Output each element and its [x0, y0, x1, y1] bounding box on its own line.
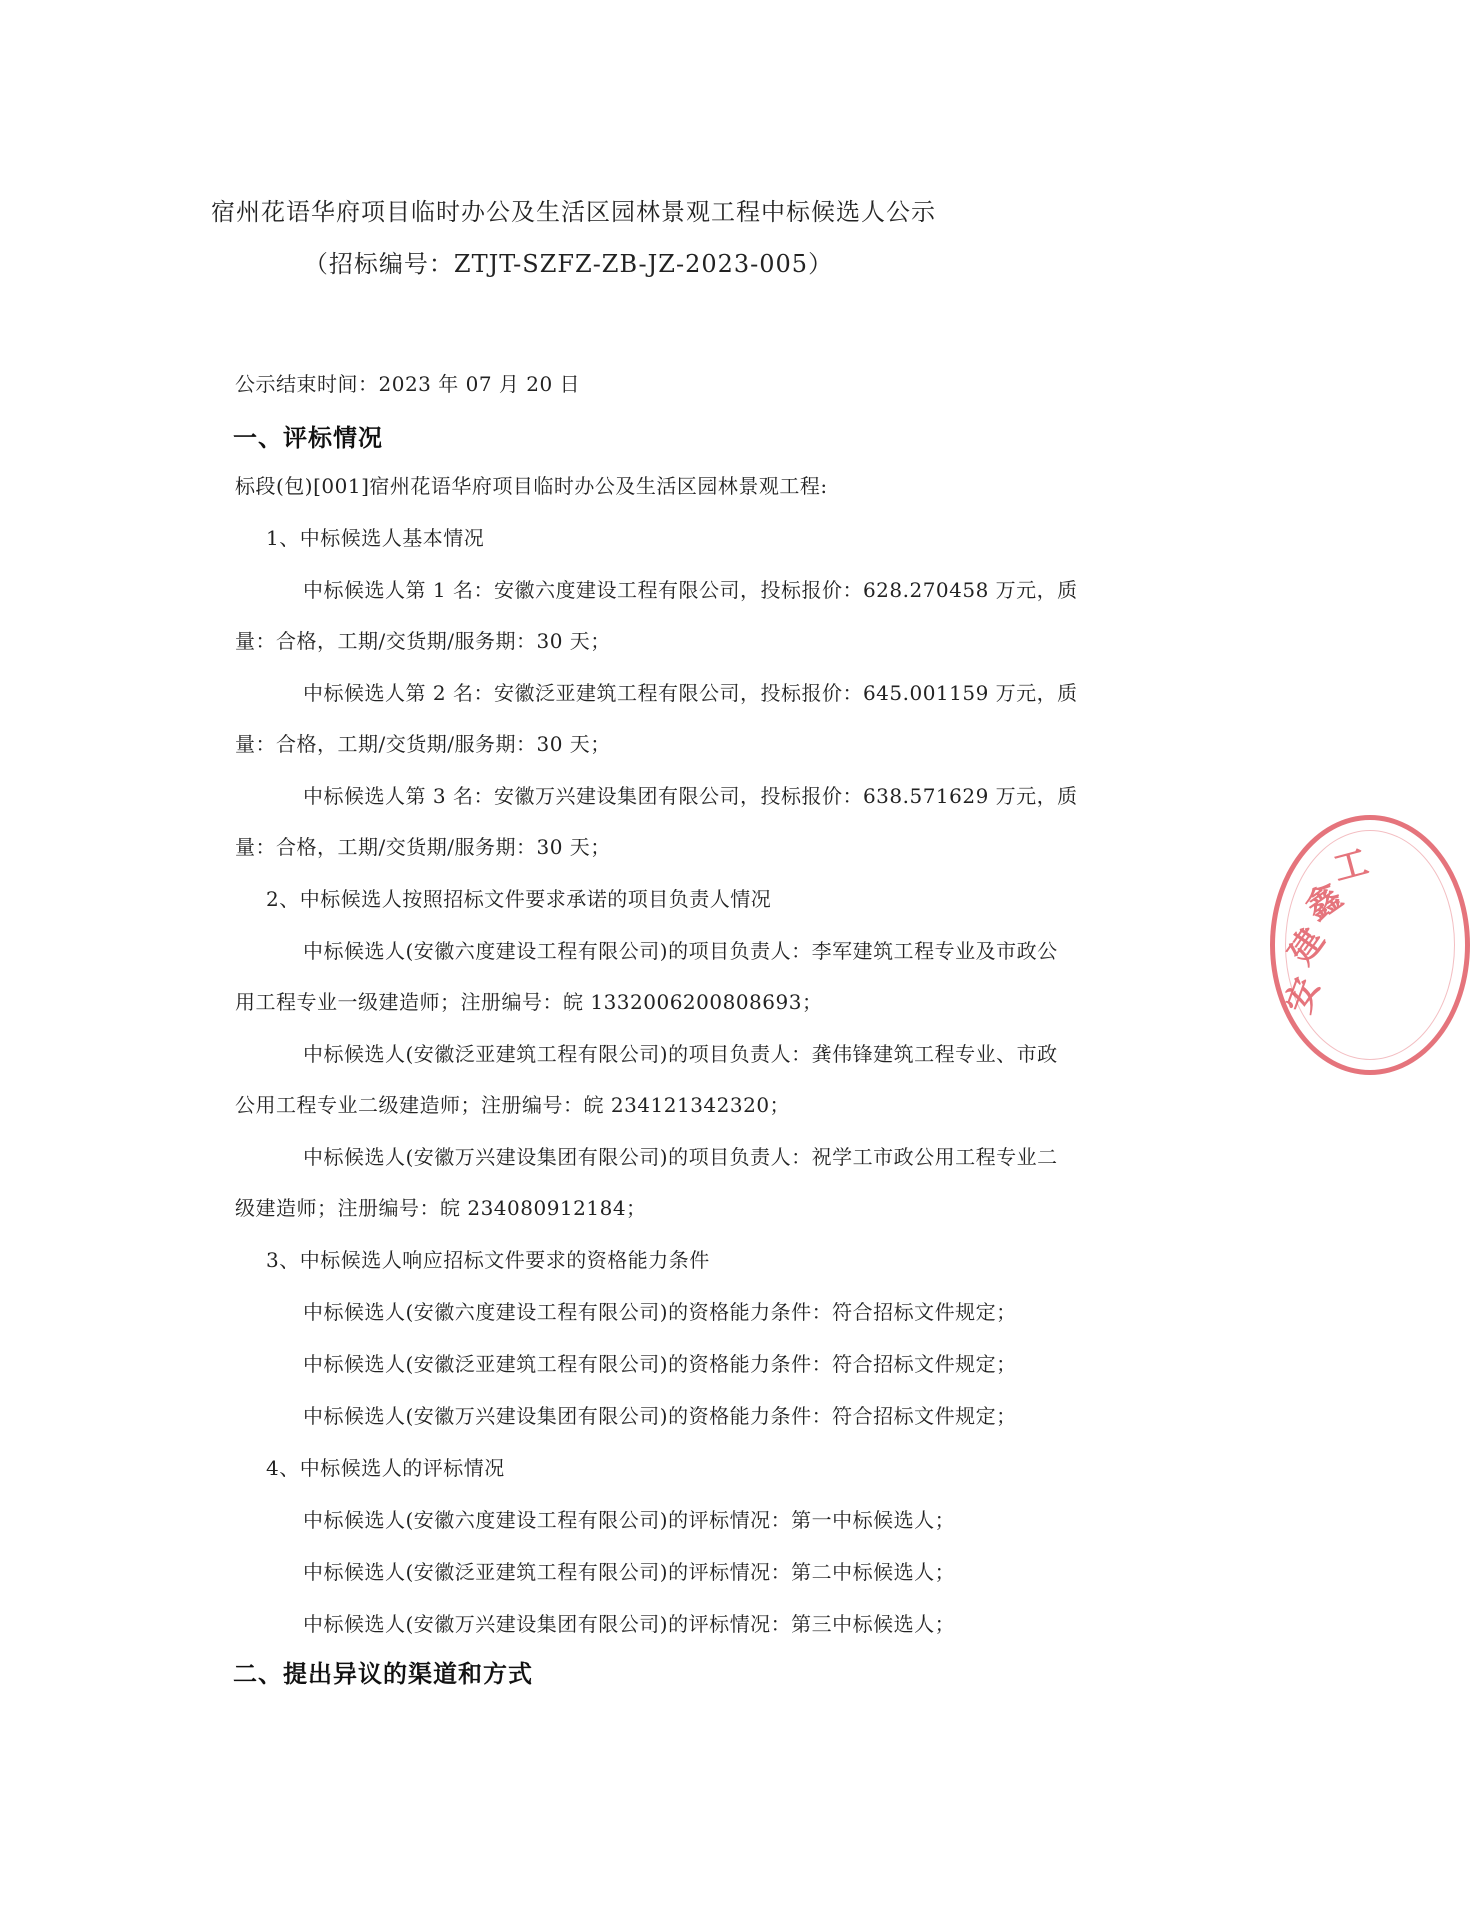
evaluation-2: 中标候选人(安徽泛亚建筑工程有限公司)的评标情况：第二中标候选人；	[303, 1560, 956, 1584]
evaluation-3: 中标候选人(安徽万兴建设集团有限公司)的评标情况：第三中标候选人；	[303, 1612, 956, 1636]
section-heading-objection: 二、提出异议的渠道和方式	[233, 1659, 533, 1688]
subheading-evaluation-result: 4、中标候选人的评标情况	[266, 1456, 505, 1480]
seal-char-3: 鑫	[1298, 876, 1350, 929]
manager-2-line-b: 公用工程专业二级建造师；注册编号：皖 234121342320；	[235, 1093, 791, 1117]
manager-3-line-b: 级建造师；注册编号：皖 234080912184；	[235, 1196, 647, 1220]
qualification-2: 中标候选人(安徽泛亚建筑工程有限公司)的资格能力条件：符合招标文件规定；	[303, 1352, 1017, 1376]
subheading-qualification: 3、中标候选人响应招标文件要求的资格能力条件	[266, 1248, 710, 1272]
manager-1-line-a: 中标候选人(安徽六度建设工程有限公司)的项目负责人：李军建筑工程专业及市政公	[303, 939, 1058, 963]
subheading-project-manager: 2、中标候选人按照招标文件要求承诺的项目负责人情况	[266, 887, 772, 911]
section-heading-evaluation: 一、评标情况	[233, 423, 383, 452]
candidate-1-line-a: 中标候选人第 1 名：安徽六度建设工程有限公司，投标报价：628.270458 万元，质	[303, 578, 1078, 602]
candidate-2-line-b: 量：合格，工期/交货期/服务期：30 天；	[235, 732, 611, 756]
candidate-3-line-a: 中标候选人第 3 名：安徽万兴建设集团有限公司，投标报价：638.571629 万元，质	[303, 784, 1078, 808]
tender-number: （招标编号：ZTJT-SZFZ-ZB-JZ-2023-005）	[303, 250, 834, 278]
bid-section-title: 标段(包)[001]宿州花语华府项目临时办公及生活区园林景观工程:	[235, 474, 828, 498]
qualification-1: 中标候选人(安徽六度建设工程有限公司)的资格能力条件：符合招标文件规定；	[303, 1300, 1017, 1324]
manager-1-line-b: 用工程专业一级建造师；注册编号：皖 1332006200808693；	[235, 990, 823, 1014]
seal-char-2: 建	[1280, 921, 1334, 972]
manager-3-line-a: 中标候选人(安徽万兴建设集团有限公司)的项目负责人：祝学工市政公用工程专业二	[303, 1145, 1058, 1169]
company-seal	[1270, 815, 1470, 1075]
evaluation-1: 中标候选人(安徽六度建设工程有限公司)的评标情况：第一中标候选人；	[303, 1508, 956, 1532]
candidate-2-line-a: 中标候选人第 2 名：安徽泛亚建筑工程有限公司，投标报价：645.001159 万元，质	[303, 681, 1078, 705]
seal-char-1: 安	[1278, 972, 1328, 1019]
notice-end-time: 公示结束时间：2023 年 07 月 20 日	[235, 372, 581, 396]
candidate-3-line-b: 量：合格，工期/交货期/服务期：30 天；	[235, 835, 611, 859]
seal-char-4: 工	[1329, 842, 1373, 890]
subheading-basic-info: 1、中标候选人基本情况	[266, 526, 485, 550]
candidate-1-line-b: 量：合格，工期/交货期/服务期：30 天；	[235, 629, 611, 653]
qualification-3: 中标候选人(安徽万兴建设集团有限公司)的资格能力条件：符合招标文件规定；	[303, 1404, 1017, 1428]
document-title: 宿州花语华府项目临时办公及生活区园林景观工程中标候选人公示	[211, 198, 936, 226]
manager-2-line-a: 中标候选人(安徽泛亚建筑工程有限公司)的项目负责人：龚伟锋建筑工程专业、市政	[303, 1042, 1058, 1066]
